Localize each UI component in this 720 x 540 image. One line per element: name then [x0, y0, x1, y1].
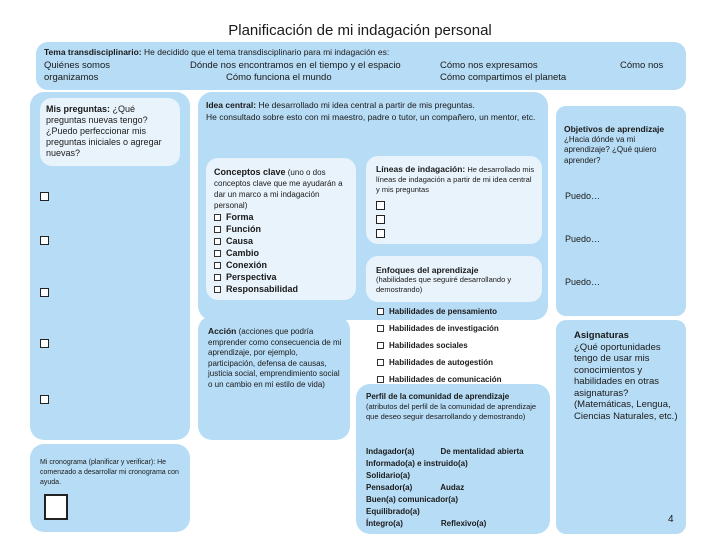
attr-solidario[interactable]: Solidario(a) — [366, 471, 411, 480]
attr-reflexivo[interactable]: Reflexivo(a) — [440, 519, 487, 528]
subjects-heading — [574, 330, 680, 422]
profile-row — [366, 458, 546, 470]
theme-option-donde[interactable]: Dónde nos encontramos en el tiempo y el espacio — [190, 60, 401, 71]
action-text: (acciones que podría emprender como consecuencia de mi aprendizaje, por ejemplo, participación, defensa de causas, justicia social, emprendimiento social o un cambio en mi estilo de vida) — [208, 327, 342, 389]
questions-label: Mis preguntas: — [46, 104, 111, 114]
key-concepts-label: Conceptos clave — [214, 167, 286, 177]
profile-row — [366, 518, 546, 530]
page-number: 4 — [668, 514, 674, 525]
skill-social[interactable]: Habilidades sociales — [377, 337, 501, 354]
attr-comunicador[interactable]: Buen(a) comunicador(a) — [366, 495, 459, 504]
objective-item-3[interactable]: Puedo… — [565, 277, 601, 287]
objective-item-2[interactable]: Puedo… — [565, 234, 601, 244]
theme-option-expresamos[interactable]: Cómo nos expresamos — [440, 60, 538, 71]
theme-heading — [44, 47, 664, 58]
schedule-checkbox[interactable] — [44, 494, 68, 520]
approaches-label: Enfoques del aprendizaje — [376, 265, 479, 275]
question-checkbox-2[interactable] — [40, 236, 49, 245]
concept-perspectiva[interactable]: Perspectiva — [214, 271, 298, 283]
profile-row — [366, 470, 546, 482]
lines-text: He desarrollado mis líneas de indagación a partir de mi idea central y mis preguntas — [376, 165, 535, 194]
question-checkbox-1[interactable] — [40, 192, 49, 201]
concept-funcion[interactable]: Función — [214, 223, 298, 235]
action-label: Acción — [208, 326, 237, 336]
concept-responsabilidad[interactable]: Responsabilidad — [214, 283, 298, 295]
profile-row — [366, 446, 546, 458]
profile-heading — [366, 392, 542, 422]
profile-text: (atributos del perfil de la comunidad de aprendizaje que deseo seguir desarrollando y demostrando) — [366, 402, 537, 421]
key-concepts-list — [214, 211, 298, 295]
theme-option-planeta[interactable]: Cómo compartimos el planeta — [440, 72, 567, 83]
profile-label: Perfil de la comunidad de aprendizaje — [366, 392, 510, 401]
attr-mentalidad[interactable]: De mentalidad abierta — [440, 447, 524, 456]
profile-attributes — [366, 446, 546, 530]
concept-checkbox[interactable] — [214, 262, 221, 269]
profile-row — [366, 482, 546, 494]
page-title: Planificación de mi indagación personal — [228, 22, 492, 39]
skill-self-management[interactable]: Habilidades de autogestión — [377, 354, 501, 371]
key-concepts-heading — [214, 167, 350, 211]
concept-checkbox[interactable] — [214, 238, 221, 245]
skill-checkbox[interactable] — [377, 325, 384, 332]
theme-option-organizamos[interactable]: organizamos — [44, 72, 99, 83]
skill-communication[interactable]: Habilidades de comunicación — [377, 371, 501, 388]
theme-option-mundo[interactable]: Cómo funciona el mundo — [226, 72, 332, 83]
profile-row — [366, 506, 546, 518]
central-idea-text1: He desarrollado mi idea central a partir de mis preguntas. — [258, 100, 475, 110]
theme-label: Tema transdisciplinario: — [44, 47, 142, 57]
concept-checkbox[interactable] — [214, 250, 221, 257]
central-idea-label: Idea central: — [206, 100, 257, 110]
line-checkbox-3[interactable] — [376, 229, 385, 238]
concept-conexion[interactable]: Conexión — [214, 259, 298, 271]
concept-checkbox[interactable] — [214, 274, 221, 281]
attr-pensador[interactable]: Pensador(a) — [366, 483, 413, 492]
lines-label: Líneas de indagación: — [376, 164, 466, 174]
theme-option-como-nos[interactable]: Cómo nos — [620, 60, 664, 71]
central-idea-text2: He consultado sobre esto con mi maestro, padre o tutor, un compañero, un mentor, etc. — [206, 112, 536, 122]
questions-heading — [46, 104, 174, 159]
schedule-label: Mi cronograma (planificar y verificar): — [40, 459, 156, 466]
concept-cambio[interactable]: Cambio — [214, 247, 298, 259]
attr-informado[interactable]: Informado(a) e instruido(a) — [366, 459, 468, 468]
objectives-text: ¿Hacia dónde va mi aprendizaje? ¿Qué quiero aprender? — [564, 134, 657, 165]
attr-equilibrado[interactable]: Equilibrado(a) — [366, 507, 420, 516]
lines-heading — [376, 164, 536, 195]
skill-checkbox[interactable] — [377, 359, 384, 366]
schedule-text: He comenzado a desarrollar mi cronograma con ayuda. — [40, 459, 179, 486]
question-checkbox-4[interactable] — [40, 339, 49, 348]
approaches-text: (habilidades que seguiré desarrollando y demostrando) — [376, 275, 512, 294]
concept-checkbox[interactable] — [214, 286, 221, 293]
skill-checkbox[interactable] — [377, 308, 384, 315]
concept-forma[interactable]: Forma — [214, 211, 298, 223]
approaches-list — [377, 303, 501, 388]
skill-research[interactable]: Habilidades de investigación — [377, 320, 501, 337]
profile-row — [366, 494, 546, 506]
approaches-heading — [376, 265, 536, 295]
objectives-label: Objetivos de aprendizaje — [564, 124, 665, 134]
concept-checkbox[interactable] — [214, 226, 221, 233]
questions-text: ¿Qué preguntas nuevas tengo? ¿Puedo perfeccionar mis preguntas iniciales o agregar nuevas? — [46, 104, 162, 158]
line-checkbox-2[interactable] — [376, 215, 385, 224]
subjects-label: Asignaturas — [574, 330, 629, 341]
action-heading — [208, 326, 342, 390]
skill-checkbox[interactable] — [377, 376, 384, 383]
schedule-heading — [40, 458, 185, 488]
attr-integro[interactable]: Íntegro(a) — [366, 519, 403, 528]
theme-text: He decidido que el tema transdisciplinario para mi indagación es: — [144, 47, 390, 57]
attr-indagador[interactable]: Indagador(a) — [366, 447, 415, 456]
attr-audaz[interactable]: Audaz — [440, 483, 465, 492]
key-concepts-text: (uno o dos conceptos clave que me ayudarán a dar un marco a mi indagación personal) — [214, 168, 343, 210]
concept-checkbox[interactable] — [214, 214, 221, 221]
question-checkbox-5[interactable] — [40, 395, 49, 404]
subjects-text: ¿Qué oportunidades tengo de usar mis conocimientos y habilidades en otras asignaturas? (Matemáticas, Lengua, Ciencias Naturales, etc.) — [574, 341, 678, 422]
theme-option-quienes[interactable]: Quiénes somos — [44, 60, 111, 71]
question-checkbox-3[interactable] — [40, 288, 49, 297]
skill-checkbox[interactable] — [377, 342, 384, 349]
central-idea-heading — [206, 100, 536, 110]
objective-item-1[interactable]: Puedo… — [565, 191, 601, 201]
line-checkbox-1[interactable] — [376, 201, 385, 210]
concept-causa[interactable]: Causa — [214, 235, 298, 247]
skill-thinking[interactable]: Habilidades de pensamiento — [377, 303, 501, 320]
objectives-heading — [564, 124, 680, 166]
